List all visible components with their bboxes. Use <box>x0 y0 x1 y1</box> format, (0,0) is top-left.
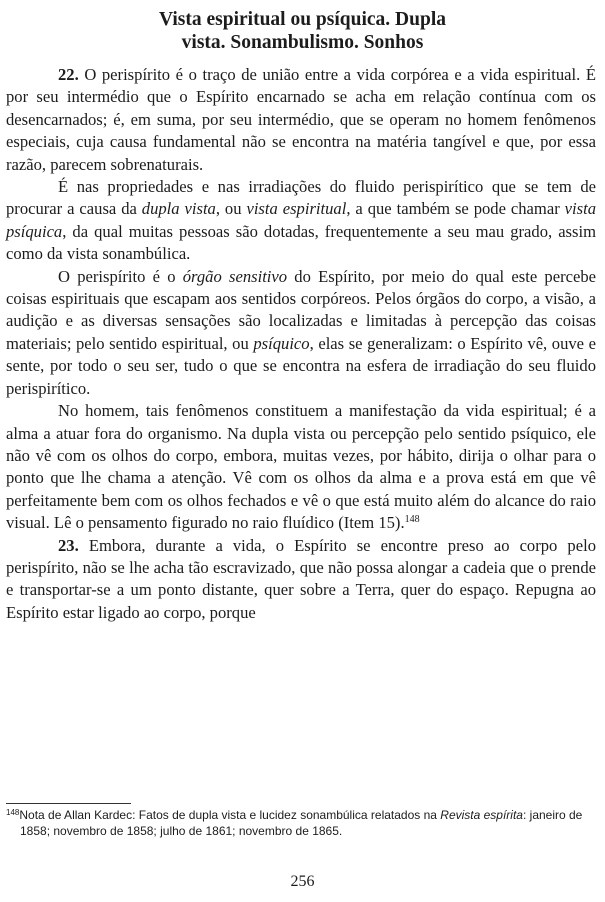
paragraph-text: No homem, tais fenômenos constituem a manifestação da vida espiritual; é a alma a atuar fora do organismo. Na dupla vista ou percepção pelo sentido psíquico, ele não vê com os olhos do corpo, embora, muitas vezes, por hábito, dirija o olhar para o ponto que lhe chama a atenção. Vê com os olhos da alma e a prova está em que vê perfeitamente bem com os olhos fechados e vê o que está muito além do alcance do raio visual. Lê o pensamento figurado no raio fluídico (Item 15). <box>6 401 596 533</box>
footnote <box>6 808 594 839</box>
paragraph-dupla-vista <box>6 176 596 266</box>
paragraph-orgao-sensitivo <box>6 266 596 400</box>
footnote-divider <box>6 803 131 804</box>
emphasis: psíquico <box>253 333 310 353</box>
text-run: É nas propriedades e nas irradiações do fluido perispirítico que se tem de procurar a causa da <box>6 177 596 219</box>
paragraph-number: 22. <box>58 65 79 84</box>
paragraph-text: O perispírito é o traço de união entre a vida corpórea e a vida espiritual. É por seu intermédio que o Espírito encarnado se acha em relação contínua com os desencarnados; é, em suma, por seu intermédio, que se operam no homem fenômenos especiais, cuja causa fundamental não se encontra na matéria tangível e que, por essa razão, parecem sobrenaturais. <box>6 65 596 174</box>
heading-line-1: Vista espiritual ou psíquica. Dupla <box>159 9 446 30</box>
paragraph-23 <box>6 535 596 625</box>
emphasis: órgão sensitivo <box>182 266 288 286</box>
footnote-text: Nota de Allan Kardec: Fatos de dupla vista e lucidez sonambúlica relatados na <box>19 808 441 822</box>
text-run: O perispírito é o <box>58 266 183 286</box>
text-run: , elas se generalizam: o Espírito vê, ouve e sente, por todo o seu ser, tudo o que se encontra na esfera de irradiação do seu fluido perispirítico. <box>6 333 596 398</box>
body-text <box>6 64 596 624</box>
footnote-reference[interactable]: 148 <box>404 514 420 526</box>
paragraph-number: 23. <box>58 535 79 555</box>
emphasis: vista psíquica <box>6 199 596 241</box>
heading-line-2: vista. Sonambulismo. Sonhos <box>181 32 424 53</box>
page-number: 256 <box>290 873 315 890</box>
paragraph-no-homem <box>6 400 596 534</box>
footnote-text: : janeiro de 1858; novembro de 1858; julho de 1861; novembro de 1865. <box>20 808 583 838</box>
footnote-emphasis: Revista espírita <box>440 808 523 822</box>
emphasis: dupla vista <box>141 199 216 219</box>
emphasis: vista espiritual <box>246 199 347 219</box>
footnote-mark: 148 <box>6 808 20 817</box>
paragraph-text: Embora, durante a vida, o Espírito se encontre preso ao corpo pelo perispírito, não se lhe acha tão escravizado, que não possa alongar a cadeia que o prende e transportar-se a um ponto distante, quer sobre a Terra, quer do espaço. Repugna ao Espírito estar ligado ao corpo, porque <box>6 535 597 622</box>
text-run: , a que também se pode chamar <box>346 199 565 219</box>
section-heading <box>0 8 605 54</box>
text-run: , ou <box>215 199 247 219</box>
paragraph-22 <box>6 64 596 176</box>
text-run: , da qual muitas pessoas são dotadas, frequentemente a seu mau grado, assim como da vista sonambúlica. <box>6 221 596 264</box>
text-run: do Espírito, por meio do qual este percebe coisas espirituais que escapam aos sentidos corpóreos. Pelos órgãos do corpo, a visão, a audição e as diversas sensações são localizadas e limitadas à percepção das coisas materiais; pelo sentido espiritual, ou <box>6 266 596 353</box>
